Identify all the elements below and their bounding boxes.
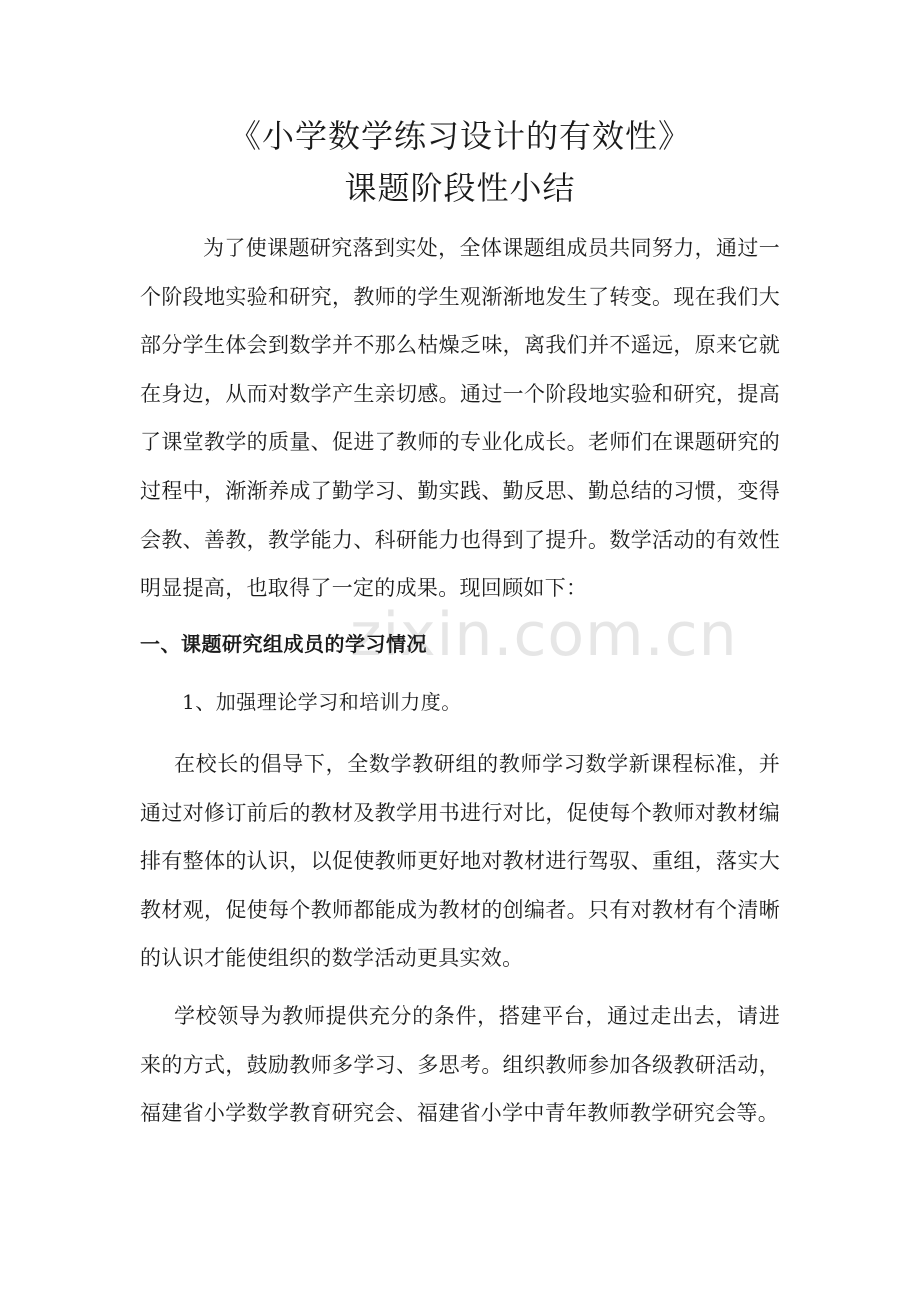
body-paragraph-3: 学校领导为教师提供充分的条件，搭建平台，通过走出去，请进来的方式，鼓励教师多学习、多思考。组织教师参加各级教研活动，福建省小学数学教育研究会、福建省小学中青年教师教学研究会等。 — [140, 1004, 780, 1125]
intro-paragraph: 为了使课题研究落到实处，全体课题组成员共同努力，通过一个阶段地实验和研究，教师的学生观渐渐地发生了转变。现在我们大部分学生体会到数学并不那么枯燥乏味，离我们并不遥远，原来它就在身边，从而对数学产生亲切感。通过一个阶段地实验和研究，提高了课堂教学的质量、促进了教师的专业化成长。老师们在课题研究的过程中，渐渐养成了勤学习、勤实践、勤反思、勤总结的习惯，变得会教、善教，教学能力、科研能力也得到了提升。数学活动的有效性明显提高，也取得了一定的成果。现回顾如下： — [140, 236, 780, 601]
watermark-text: zixin.com.cn — [350, 600, 738, 670]
document-subtitle: 课题阶段性小结 — [344, 169, 576, 207]
document-title: 《小学数学练习设计的有效性》 — [228, 117, 691, 155]
subsection-heading: 1、加强理论学习和培训力度。 — [182, 690, 462, 714]
body-paragraph-2: 在校长的倡导下，全数学教研组的教师学习数学新课程标准，并通过对修订前后的教材及教学用书进行对比，促使每个教师对教材编排有整体的认识，以促使教师更好地对教材进行驾驭、重组，落实大教材观，促使每个教师都能成为教材的创编者。只有对教材有个清晰的认识才能使组织的数学活动更具实效。 — [140, 752, 780, 970]
section-heading: 一、课题研究组成员的学习情况 — [140, 632, 427, 656]
